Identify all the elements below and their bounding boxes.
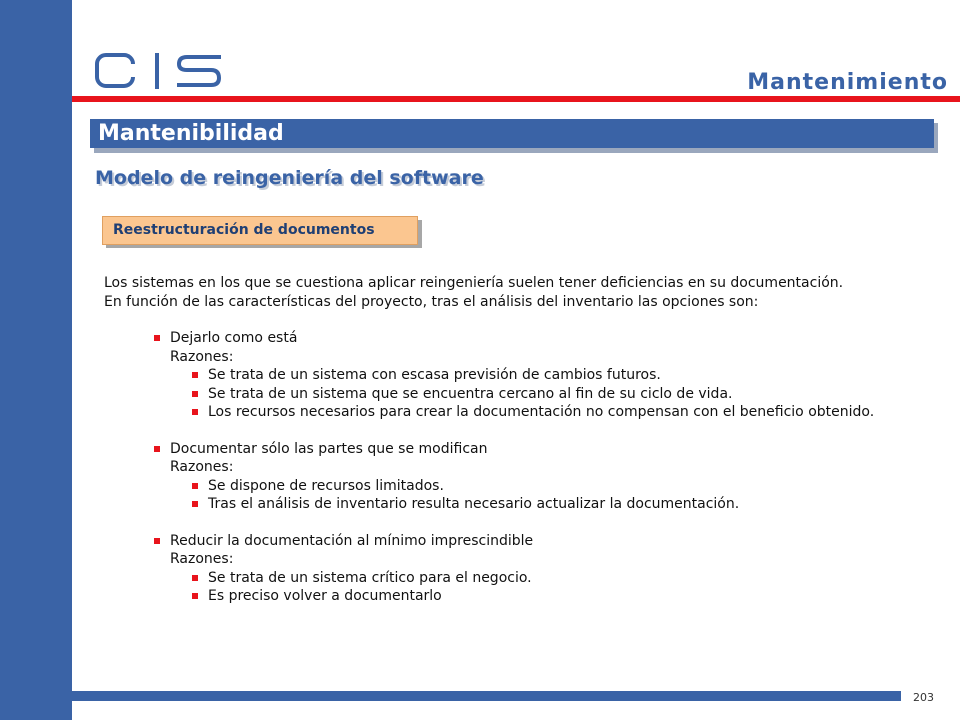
header-title: Mantenimiento <box>747 70 948 95</box>
reasons-label: Razones: <box>170 459 234 475</box>
option-title: Documentar sólo las partes que se modifican <box>170 440 488 457</box>
bullet-square-icon <box>192 593 198 599</box>
reasons-list <box>170 366 884 422</box>
section-subtitle: Modelo de reingeniería del software <box>95 167 484 189</box>
left-side-bar <box>0 0 72 720</box>
reason-item: Los recursos necesarios para crear la documentación no compensan con el beneficio obtenido. <box>170 403 884 422</box>
bullet-square-icon <box>192 501 198 507</box>
bullet-square-icon <box>154 538 160 544</box>
bullet-square-icon <box>154 446 160 452</box>
slide-body <box>104 274 884 624</box>
reasons-label: Razones: <box>170 551 234 567</box>
reason-item: Tras el análisis de inventario resulta necesario actualizar la documentación. <box>170 495 884 514</box>
reason-item: Se trata de un sistema que se encuentra cercano al fin de su ciclo de vida. <box>170 385 884 404</box>
intro-paragraph-1: Los sistemas en los que se cuestiona aplicar reingeniería suelen tener deficiencias en su documentación. <box>104 275 844 291</box>
bullet-square-icon <box>192 372 198 378</box>
bullet-square-icon <box>192 409 198 415</box>
reason-item: Es preciso volver a documentarlo <box>170 587 884 606</box>
cis-logo <box>95 52 225 90</box>
header-divider <box>72 96 960 102</box>
option-item <box>104 532 884 606</box>
option-title: Dejarlo como está <box>170 330 298 346</box>
page-number: 203 <box>913 691 934 704</box>
bullet-square-icon <box>192 575 198 581</box>
bullet-square-icon <box>192 391 198 397</box>
options-list <box>104 329 884 606</box>
intro-paragraph-2: En función de las características del proyecto, tras el análisis del inventario las opciones son: <box>104 293 759 310</box>
reasons-label: Razones: <box>170 348 234 365</box>
reasons-list <box>170 569 884 606</box>
section-title: Mantenibilidad <box>90 119 934 148</box>
reasons-list <box>170 477 884 514</box>
topic-tag: Reestructuración de documentos <box>102 216 418 245</box>
reason-item: Se trata de un sistema con escasa previsión de cambios futuros. <box>170 366 884 385</box>
bullet-square-icon <box>192 483 198 489</box>
option-item <box>104 440 884 514</box>
option-item <box>104 329 884 422</box>
bullet-square-icon <box>154 335 160 341</box>
reason-item: Se dispone de recursos limitados. <box>170 477 884 496</box>
reason-item: Se trata de un sistema crítico para el negocio. <box>170 569 884 588</box>
footer-rule <box>72 691 901 701</box>
option-title: Reducir la documentación al mínimo imprescindible <box>170 532 534 549</box>
